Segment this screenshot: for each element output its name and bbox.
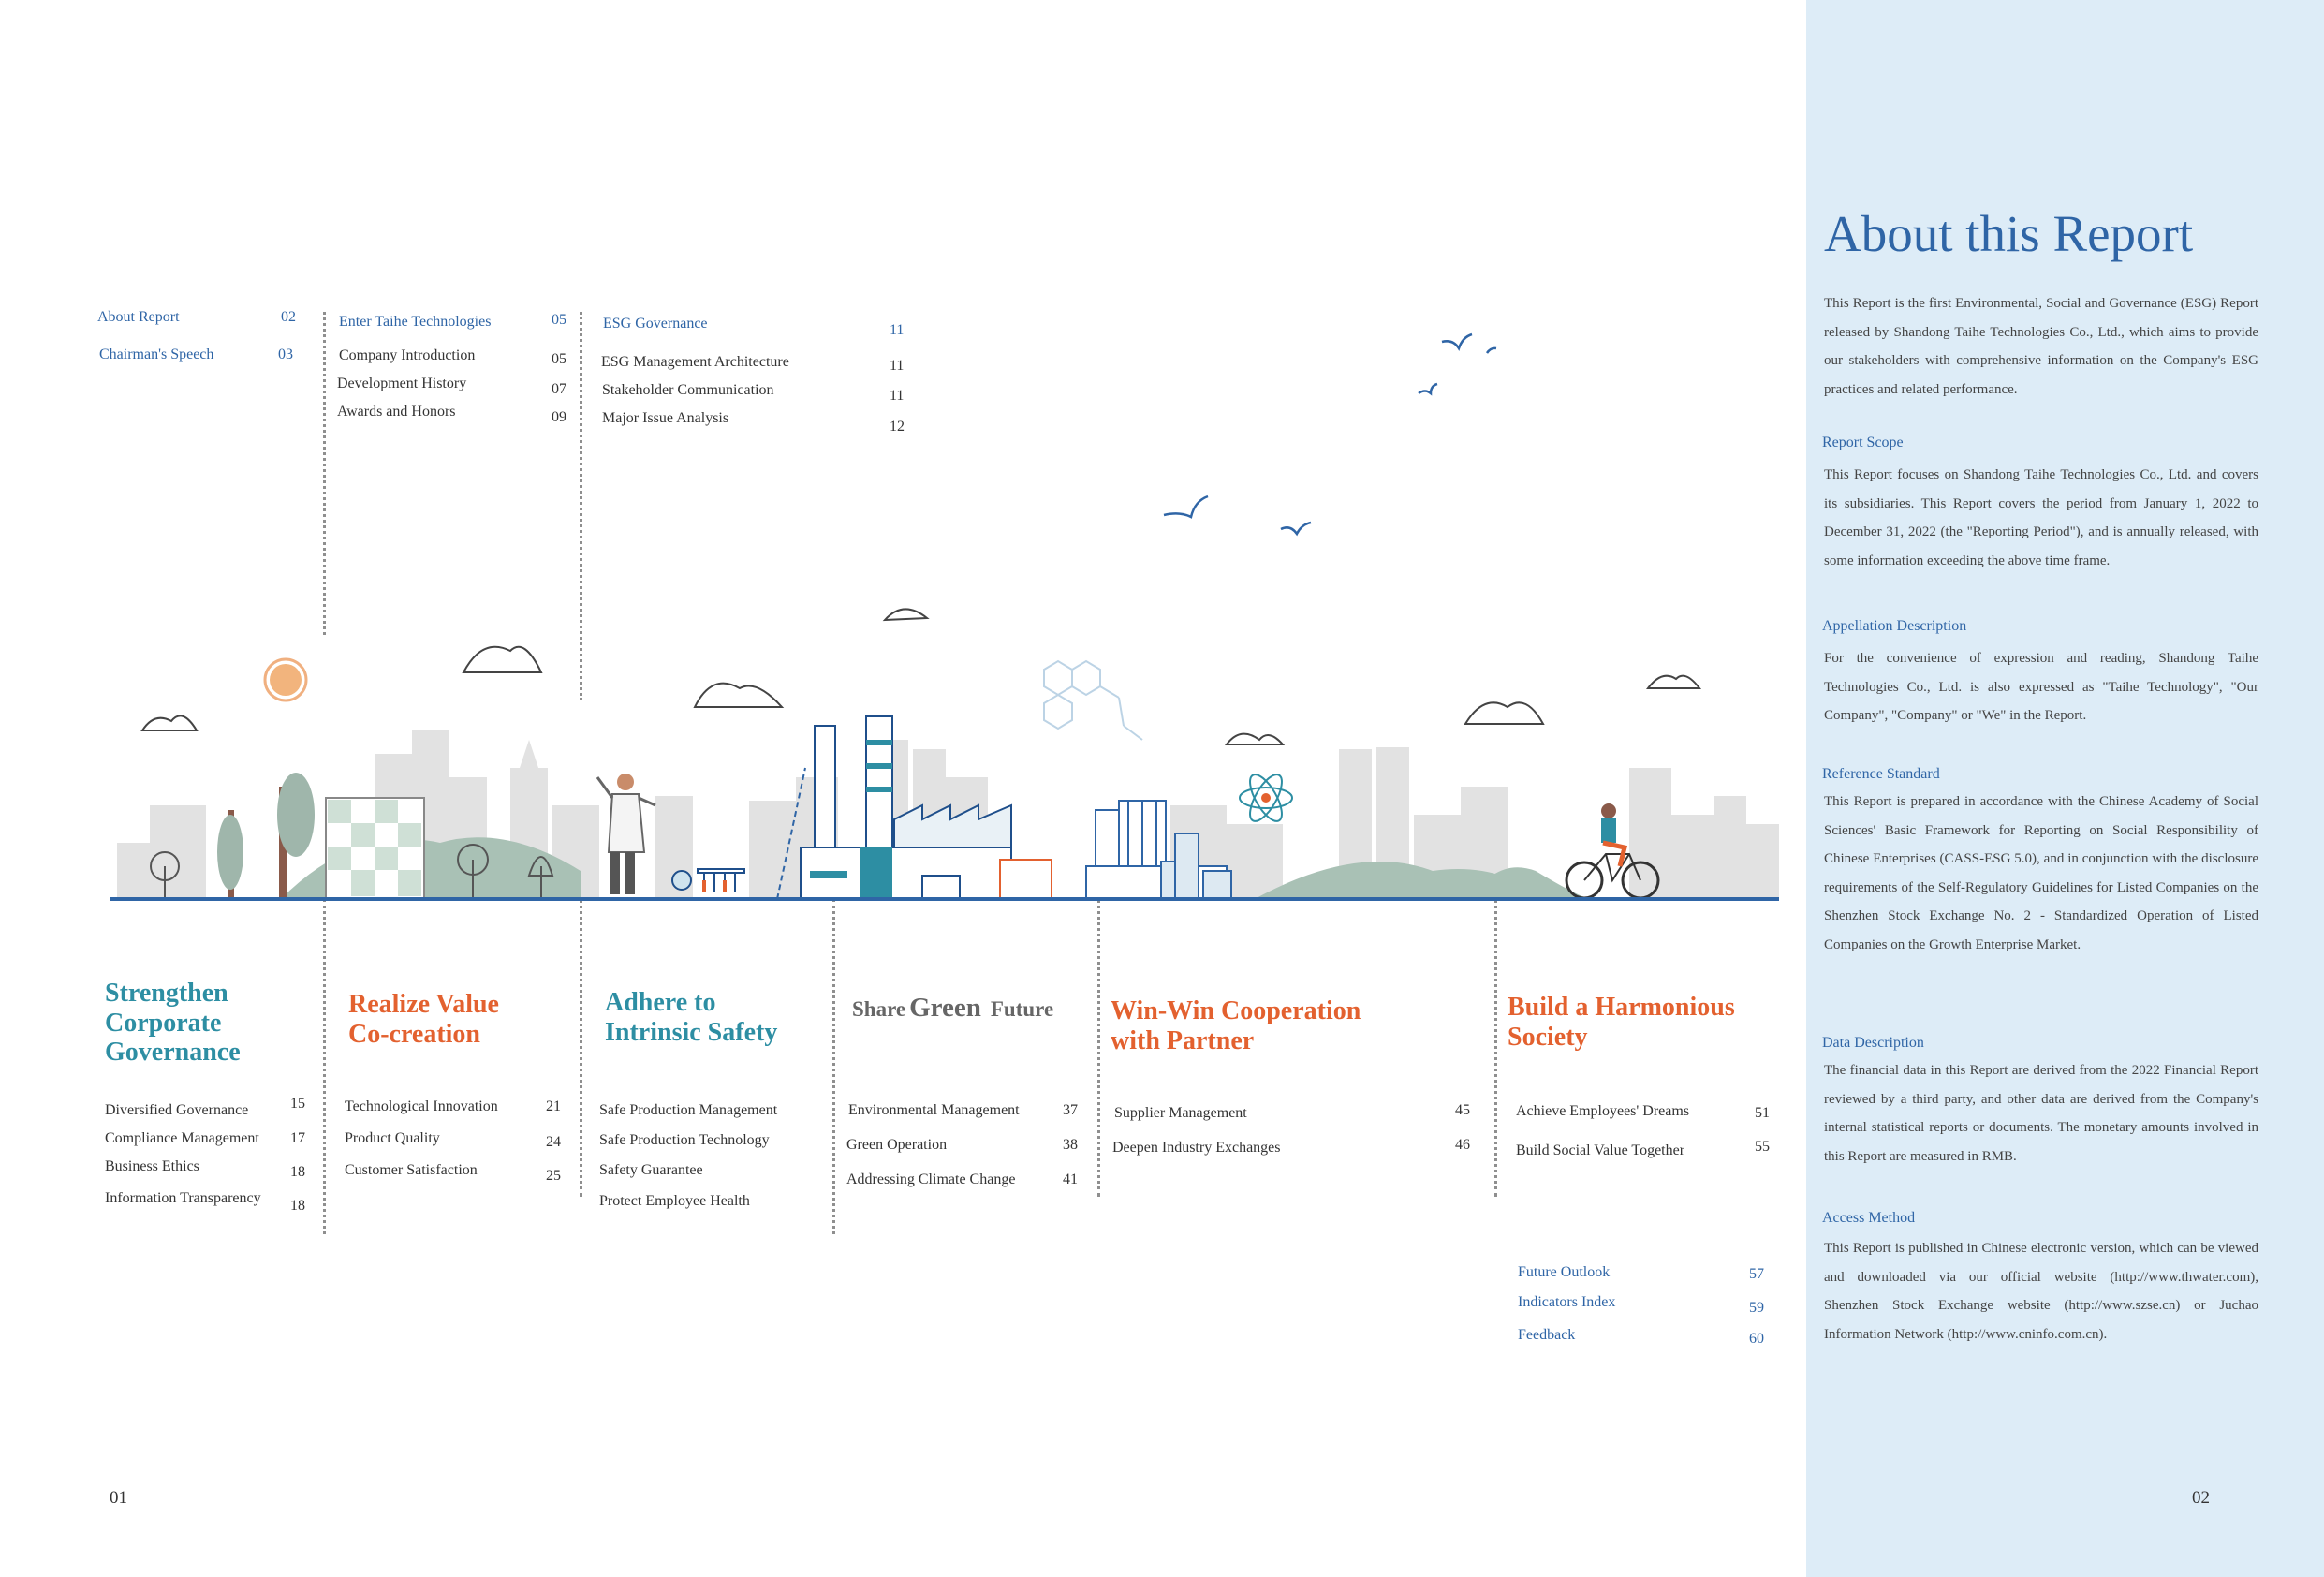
toc-page: 11 (890, 388, 905, 404)
toc-feedback[interactable]: Feedback (1518, 1327, 1576, 1343)
chapter-title-word: Share (852, 997, 906, 1021)
chapter-title-line: with Partner (1111, 1025, 1255, 1055)
chapter-title-line: Corporate (105, 1008, 222, 1038)
toc-page: 02 (281, 309, 296, 325)
chapter-title-line: Society (1508, 1022, 1588, 1052)
chapter-title-line: Build a Harmonious (1508, 993, 1735, 1022)
toc-stakeholder-communication[interactable]: Stakeholder Communication (602, 382, 774, 398)
toc-item[interactable]: Build Social Value Together (1516, 1142, 1685, 1158)
toc-development-history[interactable]: Development History (337, 376, 467, 391)
toc-item[interactable]: Information Transparency (105, 1190, 261, 1206)
chapter-society-title (1508, 993, 1735, 1052)
reference-standard-heading: Reference Standard (1822, 766, 1940, 782)
toc-item[interactable]: Technological Innovation (345, 1098, 498, 1114)
toc-item[interactable]: Diversified Governance (105, 1102, 249, 1118)
data-description-heading: Data Description (1822, 1035, 1924, 1051)
toc-page: 07 (552, 381, 566, 397)
chapter-safety-title (605, 988, 777, 1047)
toc-item[interactable]: Safe Production Management (599, 1102, 778, 1118)
toc-item[interactable]: Business Ethics (105, 1158, 199, 1174)
toc-page: 41 (1063, 1172, 1078, 1187)
chapter-title-line: Win-Win Cooperation (1111, 996, 1361, 1025)
toc-item[interactable]: Safe Production Technology (599, 1132, 770, 1148)
toc-page: 18 (290, 1164, 305, 1180)
chapter-title-line: Intrinsic Safety (605, 1017, 778, 1047)
toc-page: 46 (1455, 1137, 1470, 1153)
toc-future-outlook[interactable]: Future Outlook (1518, 1264, 1611, 1280)
toc-page: 11 (890, 322, 905, 338)
chapter-green-title (852, 993, 1053, 1024)
toc-page: 09 (552, 409, 566, 425)
toc-page: 57 (1749, 1266, 1764, 1282)
toc-page: 12 (890, 419, 905, 435)
toc-page: 11 (890, 358, 905, 374)
toc-item[interactable]: Safety Guarantee (599, 1162, 703, 1178)
chapter-title-line: Co-creation (348, 1019, 480, 1049)
toc-item[interactable]: Protect Employee Health (599, 1193, 750, 1209)
toc-page: 45 (1455, 1102, 1470, 1118)
toc-page: 03 (278, 346, 293, 362)
toc-page: 05 (552, 312, 566, 328)
toc-major-issue-analysis[interactable]: Major Issue Analysis (602, 410, 729, 426)
data-description-text: The financial data in this Report are derived from the 2022 Financial Report reviewed by a third party, and other data are derived from the Company's internal statistical reports or documents. The monetary amounts involved in this Report are measured in RMB. (1824, 1063, 2258, 1164)
toc-item[interactable]: Addressing Climate Change (846, 1172, 1016, 1187)
toc-chairmans-speech[interactable]: Chairman's Speech (99, 346, 214, 362)
toc-page: 37 (1063, 1102, 1078, 1118)
toc-item[interactable]: Green Operation (846, 1137, 948, 1153)
toc-company-introduction[interactable]: Company Introduction (339, 347, 476, 363)
toc-item[interactable]: Supplier Management (1114, 1105, 1247, 1121)
toc-item[interactable]: Environmental Management (848, 1102, 1020, 1118)
toc-item[interactable]: Compliance Management (105, 1130, 259, 1146)
toc-esg-management-architecture[interactable]: ESG Management Architecture (601, 354, 789, 370)
toc-page: 24 (546, 1134, 561, 1150)
access-method-text: This Report is published in Chinese electronic version, which can be viewed and downloaded via our official website (http://www.thwater.com), Shenzhen Stock Exchange website (http://www.szse.cn) or Juchao Information Network (http://www.cninfo.com.cn). (1824, 1241, 2258, 1342)
chapter-title-word: Future (990, 997, 1054, 1021)
toc-page: 25 (546, 1168, 561, 1184)
appellation-text: For the convenience of expression and reading, Shandong Taihe Technologies Co., Ltd. is also expressed as "Taihe Technology", "Our Company", "Company" or "We" in the Report. (1824, 651, 2258, 723)
page-number-right: 02 (2192, 1488, 2210, 1508)
toc-esg-governance[interactable]: ESG Governance (603, 316, 708, 332)
chapter-value-title (348, 990, 499, 1049)
toc-page: 15 (290, 1096, 305, 1112)
toc-page: 17 (290, 1130, 305, 1146)
chapter-governance-title (105, 979, 241, 1068)
chapter-title-line: Realize Value (348, 990, 499, 1019)
toc-enter-taihe[interactable]: Enter Taihe Technologies (339, 314, 492, 330)
toc-indicators-index[interactable]: Indicators Index (1518, 1294, 1616, 1310)
chapter-title-word: Green (909, 993, 981, 1023)
chapter-cooperation-title (1111, 996, 1361, 1055)
toc-item[interactable]: Product Quality (345, 1130, 440, 1146)
toc-page: 51 (1755, 1105, 1770, 1121)
reference-standard-text: This Report is prepared in accordance with the Chinese Academy of Social Sciences' Basic Framework for Reporting on Social Responsibility of Chinese Enterprises (CASS-ESG 5.0), and in conjunction with the disclosure requirements of the Self-Regulatory Guidelines for Listed Companies on the Shenzhen Stock Exchange No. 2 - Standardized Operation of Listed Companies on the Growth Enterprise Market. (1824, 794, 2258, 952)
toc-page: 21 (546, 1098, 561, 1114)
toc-page: 60 (1749, 1331, 1764, 1347)
chapter-title-line: Governance (105, 1038, 241, 1068)
appellation-heading: Appellation Description (1822, 618, 1967, 634)
toc-page: 38 (1063, 1137, 1078, 1153)
toc-item[interactable]: Deepen Industry Exchanges (1112, 1140, 1281, 1156)
about-intro: This Report is the first Environmental, Social and Governance (ESG) Report released by Shandong Taihe Technologies Co., Ltd., which aims to provide our stakeholders with comprehensive information on the Company's ESG practices and related performance. (1824, 296, 2258, 397)
access-method-heading: Access Method (1822, 1210, 1916, 1226)
toc-about-report[interactable]: About Report (97, 309, 180, 325)
toc-item[interactable]: Achieve Employees' Dreams (1516, 1103, 1690, 1119)
about-title: About this Report (1824, 205, 2194, 262)
toc-page: 05 (552, 351, 566, 367)
toc-page: 18 (290, 1198, 305, 1214)
toc-page: 55 (1755, 1139, 1770, 1155)
report-scope-heading: Report Scope (1822, 435, 1904, 450)
toc-page: 59 (1749, 1300, 1764, 1316)
toc-awards-honors[interactable]: Awards and Honors (337, 404, 456, 420)
toc-item[interactable]: Customer Satisfaction (345, 1162, 478, 1178)
chapter-title-line: Strengthen (105, 979, 228, 1008)
chapter-title-line: Adhere to (605, 988, 716, 1017)
page-number-left: 01 (110, 1488, 127, 1508)
report-scope-text: This Report focuses on Shandong Taihe Technologies Co., Ltd. and covers its subsidiaries. This Report covers the period from January 1, 2022 to December 31, 2022 (the "Reporting Period"), and is annually released, with some information exceeding the above time frame. (1824, 467, 2258, 568)
